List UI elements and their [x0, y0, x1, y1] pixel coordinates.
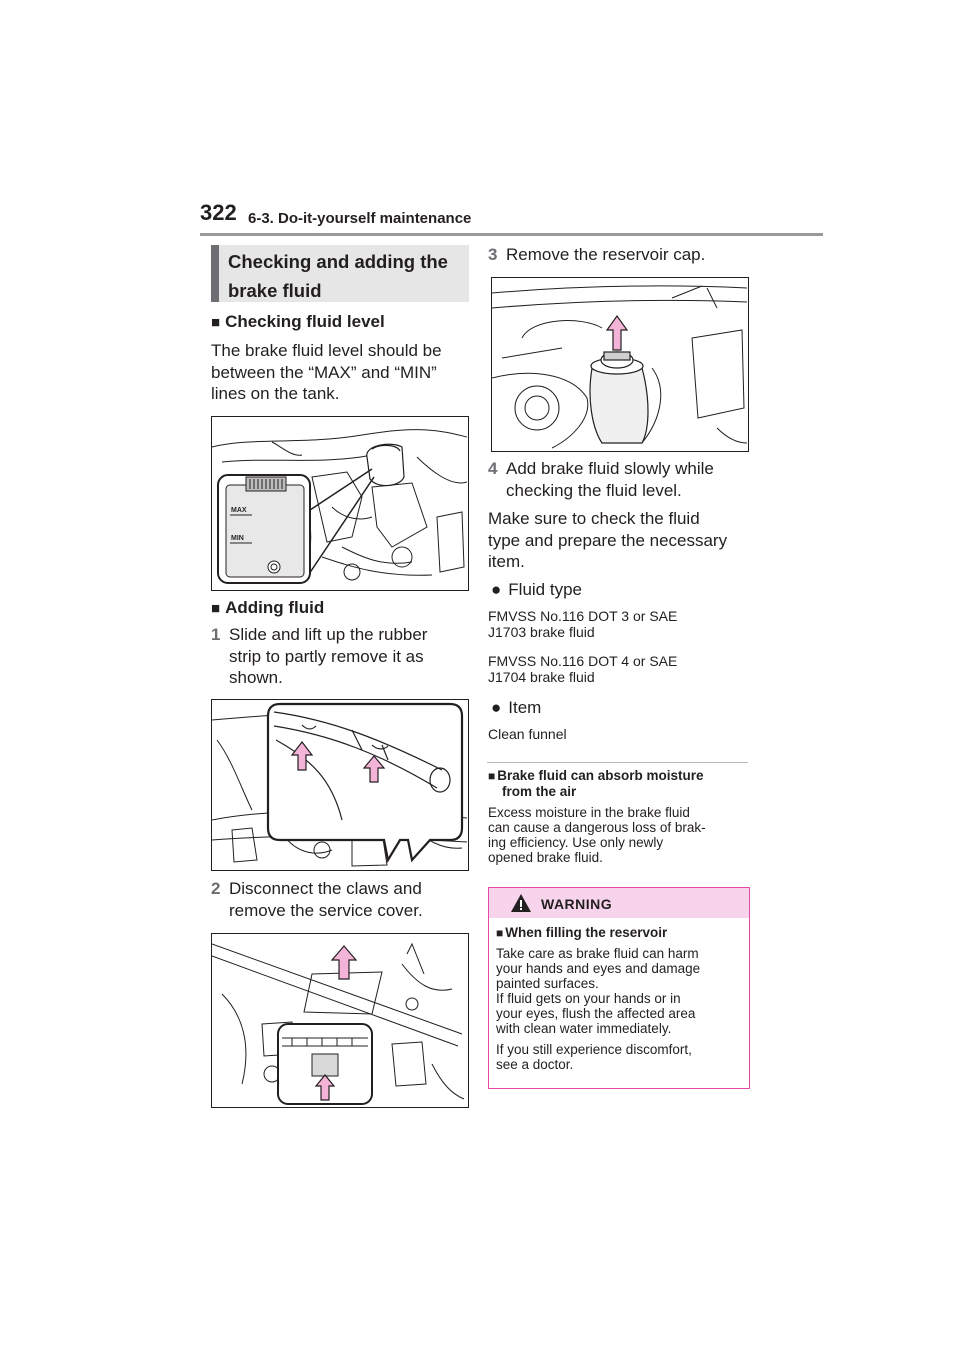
- header-rule: [200, 233, 823, 236]
- max-label: MAX: [231, 507, 247, 514]
- square-bullet-icon: ■: [496, 926, 504, 940]
- prepare-body: Make sure to check the fluid type and prepare the necessary item.: [488, 509, 728, 571]
- page-number: 322: [200, 200, 237, 225]
- square-bullet-icon: ■: [488, 769, 496, 783]
- note-heading: ■ Brake fluid can absorb moisture from the air: [488, 768, 704, 799]
- warning-heading: ■ When filling the reservoir: [496, 925, 668, 940]
- square-bullet-icon: ■: [211, 314, 221, 331]
- service-cover-figure: [211, 933, 469, 1108]
- min-label: MIN: [231, 535, 244, 542]
- step-3: 3 Remove the reservoir cap.: [488, 245, 706, 264]
- section-header: 6-3. Do-it-yourself maintenance: [248, 210, 472, 227]
- warning-box: [488, 887, 750, 1089]
- page-title: [211, 245, 469, 302]
- reservoir-level-figure: [211, 416, 469, 591]
- step-1: 1 Slide and lift up the rubber strip to partly remove it as shown.: [211, 625, 428, 687]
- adding-heading: ■ Adding fluid: [211, 598, 325, 617]
- checking-body: The brake fluid level should be between the “MAX” and “MIN” lines on the tank.: [211, 341, 442, 403]
- fluid-type-value-2: FMVSS No.116 DOT 4 or SAE J1704 brake fluid: [488, 653, 678, 685]
- checking-heading: ■ Checking fluid level: [211, 312, 385, 331]
- step-2: 2 Disconnect the claws and remove the service cover.: [211, 879, 423, 920]
- warning-para-2: If you still experience discomfort, see a doctor.: [496, 1042, 692, 1072]
- bullet-icon: ●: [491, 580, 502, 599]
- warning-para-1: Take care as brake fluid can harm your hands and eyes and damage painted surfaces. If fluid gets on your hands or in your eyes, flush the affected area with clean water immediately.: [496, 946, 701, 1036]
- note-divider: [487, 762, 748, 763]
- step-4: 4 Add brake fluid slowly while checking the fluid level.: [488, 459, 714, 500]
- item-heading: ● Item: [491, 698, 542, 717]
- bullet-icon: ●: [491, 698, 502, 717]
- reservoir-cap-figure: [491, 277, 749, 452]
- square-bullet-icon: ■: [211, 600, 221, 617]
- item-value: Clean funnel: [488, 726, 567, 742]
- up-arrow-icon: [607, 316, 627, 350]
- fluid-type-value-1: FMVSS No.116 DOT 3 or SAE J1703 brake fluid: [488, 608, 678, 640]
- rubber-strip-figure: [211, 699, 469, 871]
- warning-title: WARNING: [541, 896, 613, 912]
- warning-header: [489, 888, 749, 918]
- fluid-type-heading: ● Fluid type: [491, 580, 582, 599]
- warning-triangle-icon: [510, 893, 532, 913]
- page-title-line2: brake fluid: [228, 280, 322, 301]
- page-title-line1: Checking and adding the: [228, 251, 448, 272]
- up-arrow-icon: [332, 946, 356, 979]
- note-body: Excess moisture in the brake fluid can cause a dangerous loss of brak- ing efficiency. Use only newly opened brake fluid.: [488, 805, 706, 865]
